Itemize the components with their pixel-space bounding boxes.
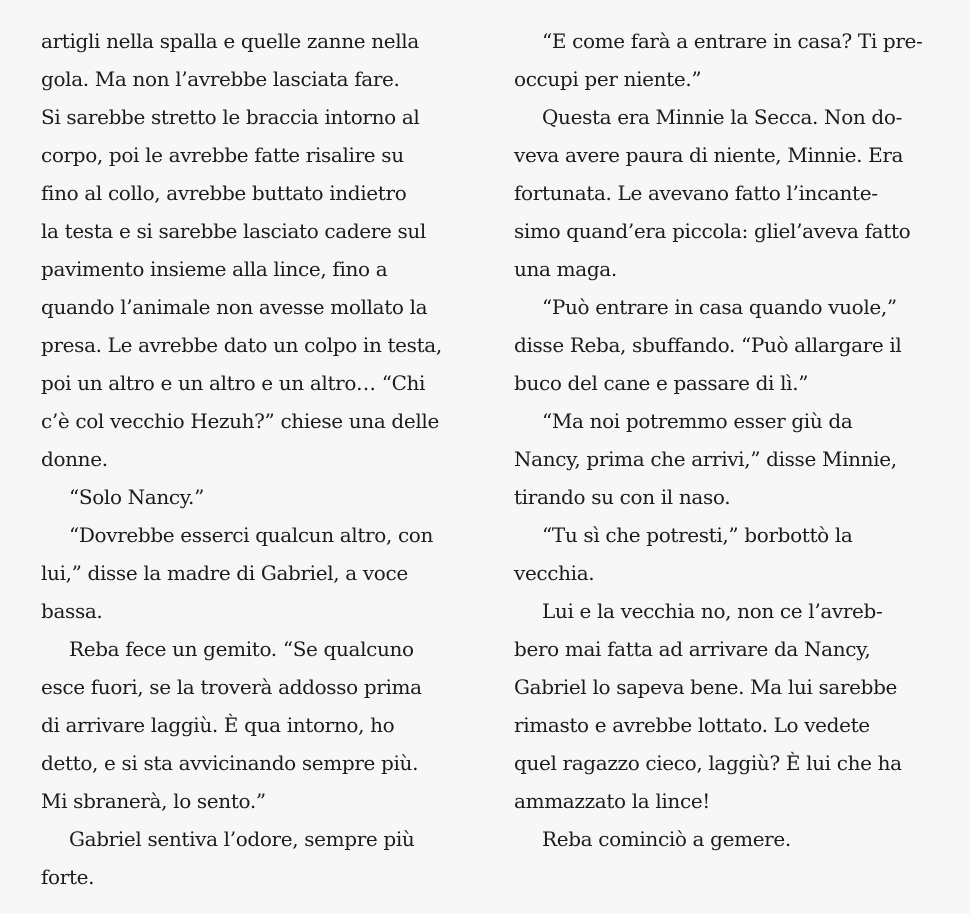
text-line: buco del cane e passare di lì.” (514, 371, 809, 395)
text-line: di arrivare laggiù. È qua intorno, ho (41, 713, 395, 737)
text-line: Mi sbranerà, lo sento.” (41, 789, 266, 813)
text-line: lui,” disse la madre di Gabriel, a voce (41, 561, 408, 585)
right-text-column (514, 22, 954, 858)
text-line: ammazzato la lince! (514, 789, 710, 813)
text-line: Reba cominciò a gemere. (542, 827, 791, 851)
text-line: simo quand’era piccola: gliel’aveva fatto (514, 219, 911, 243)
text-line: Si sarebbe stretto le braccia intorno al (41, 105, 420, 129)
text-line: vecchia. (514, 561, 595, 585)
text-line: pavimento insieme alla lince, fino a (41, 257, 388, 281)
text-line: “Può entrare in casa quando vuole,” (542, 295, 897, 319)
text-line: veva avere paura di niente, Minnie. Era (514, 143, 904, 167)
text-line: corpo, poi le avrebbe fatte risalire su (41, 143, 404, 167)
text-line: “Dovrebbe esserci qualcun altro, con (69, 523, 434, 547)
text-line: bassa. (41, 599, 103, 623)
text-line: forte. (41, 865, 95, 889)
text-line: Nancy, prima che arrivi,” disse Minnie, (514, 447, 897, 471)
text-line: “Solo Nancy.” (69, 485, 204, 509)
text-line: una maga. (514, 257, 617, 281)
text-line: la testa e si sarebbe lasciato cadere sul (41, 219, 426, 243)
text-line: poi un altro e un altro e un altro… “Chi (41, 371, 426, 395)
text-line: rimasto e avrebbe lottato. Lo vedete (514, 713, 870, 737)
text-line: Gabriel lo sapeva bene. Ma lui sarebbe (514, 675, 898, 699)
text-line: fino al collo, avrebbe buttato indietro (41, 181, 407, 205)
text-line: Questa era Minnie la Secca. Non do- (542, 105, 902, 129)
text-line: tirando su con il naso. (514, 485, 731, 509)
text-line: quel ragazzo cieco, laggiù? È lui che ha (514, 751, 902, 775)
text-line: fortunata. Le avevano fatto l’incante- (514, 181, 878, 205)
left-text-column (41, 22, 481, 896)
text-line: “Ma noi potremmo esser giù da (542, 409, 853, 433)
text-line: occupi per niente.” (514, 67, 702, 91)
text-line: detto, e si sta avvicinando sempre più. (41, 751, 419, 775)
text-line: donne. (41, 447, 108, 471)
text-line: “E come farà a entrare in casa? Ti pre- (542, 29, 923, 53)
text-line: presa. Le avrebbe dato un colpo in testa, (41, 333, 442, 357)
text-line: “Tu sì che potresti,” borbottò la (542, 523, 853, 547)
text-line: quando l’animale non avesse mollato la (41, 295, 428, 319)
text-line: gola. Ma non l’avrebbe lasciata fare. (41, 67, 400, 91)
text-line: Gabriel sentiva l’odore, sempre più (69, 827, 415, 851)
text-line: artigli nella spalla e quelle zanne nella (41, 29, 419, 53)
text-line: bero mai fatta ad arrivare da Nancy, (514, 637, 871, 661)
text-line: c’è col vecchio Hezuh?” chiese una delle (41, 409, 439, 433)
text-line: Lui e la vecchia no, non ce l’avreb- (542, 599, 883, 623)
text-line: Reba fece un gemito. “Se qualcuno (69, 637, 414, 661)
text-line: disse Reba, sbuffando. “Può allargare il (514, 333, 902, 357)
text-line: esce fuori, se la troverà addosso prima (41, 675, 422, 699)
